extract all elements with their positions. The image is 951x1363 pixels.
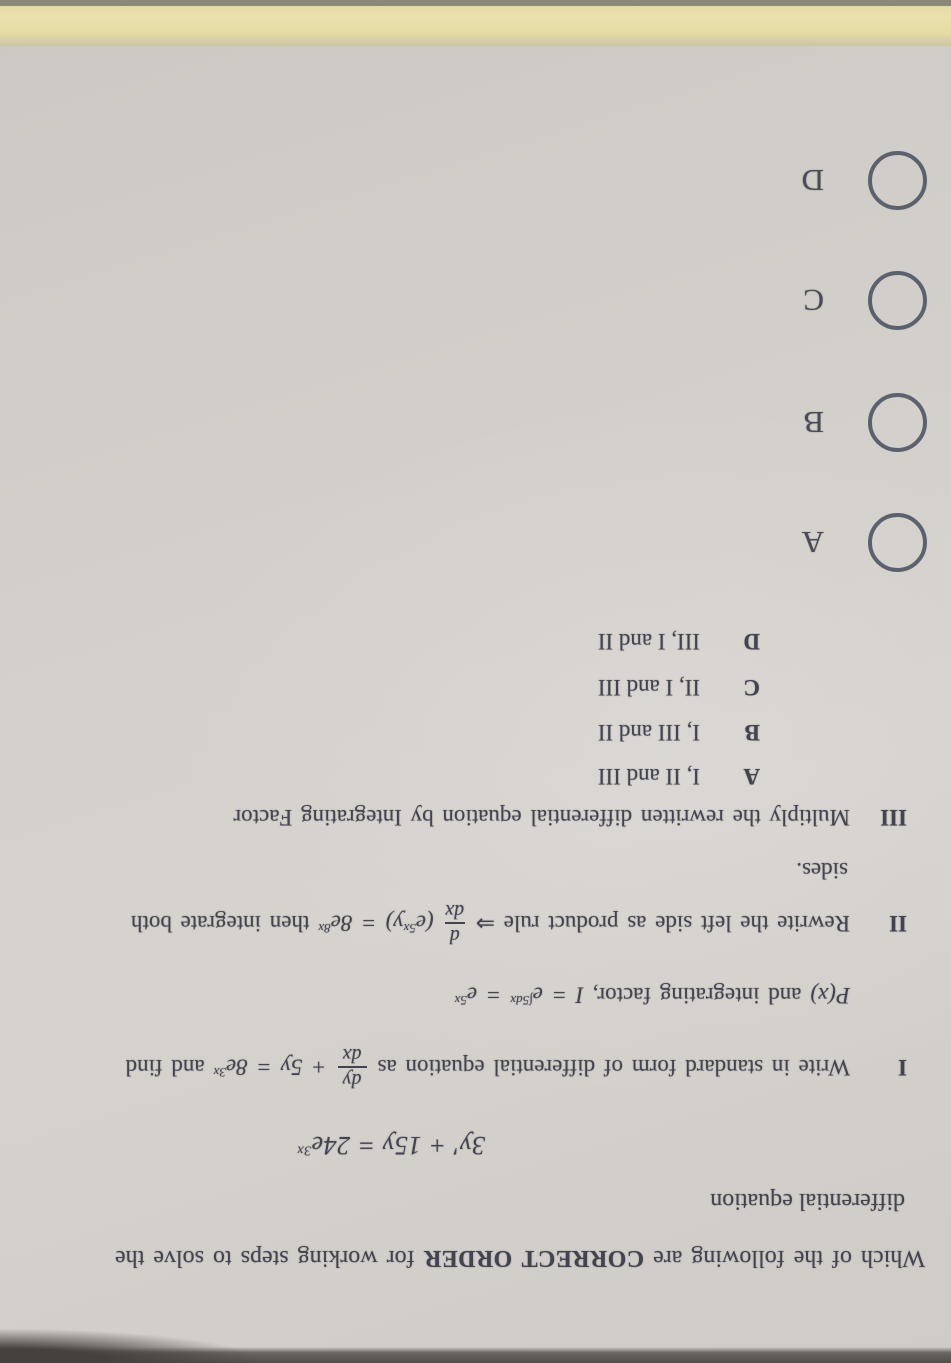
radio-label-C[interactable]: C	[803, 283, 824, 319]
statement-I-formula: + $5y = 8e^{3x}$	[213, 1054, 327, 1081]
statement-I-continuation: P(x) and integrating factor, $I = e^{\int 5dx}$ = $e^{5x}$	[454, 982, 850, 1008]
option-C-label: C	[743, 675, 760, 700]
statement-II-continuation: sides.	[796, 858, 848, 883]
question-text-line2: differential equation	[710, 1188, 905, 1214]
page-edge-tan-band	[0, 6, 951, 46]
option-B	[598, 719, 760, 745]
p-of-x: P(x)	[810, 982, 850, 1008]
answer-row-B	[803, 393, 927, 452]
statement-II-text-after: then integrate both	[130, 911, 310, 936]
option-D-label: D	[743, 629, 760, 654]
question-text	[19, 1244, 925, 1271]
statement-III-label: III	[880, 805, 907, 830]
fraction-d-dx: d dx	[445, 900, 465, 947]
question-suffix: for working steps to solve the	[115, 1245, 424, 1271]
question-emphasis: CORRECT ORDER	[423, 1245, 645, 1271]
equation-exponent: 3x	[296, 1142, 312, 1158]
statement-II-rhs: = $8e^{8x}$	[318, 910, 377, 937]
statement-I	[16, 1044, 907, 1090]
radio-button-C[interactable]	[868, 271, 927, 330]
radio-label-B[interactable]: B	[803, 405, 824, 441]
option-C	[598, 674, 760, 700]
answer-row-C	[803, 271, 927, 330]
question-prefix: Which of the following are	[644, 1245, 925, 1271]
option-A-text: I, II and III	[597, 764, 700, 789]
radio-button-D[interactable]	[868, 151, 927, 210]
option-A-label: A	[743, 764, 760, 789]
statement-II	[16, 900, 907, 946]
integrating-factor-formula: $I = e^{\int 5dx}$	[510, 982, 584, 1008]
radio-label-D[interactable]: D	[801, 163, 824, 199]
option-B-text: I, III and II	[597, 720, 700, 745]
radio-button-B[interactable]	[868, 393, 927, 452]
differential-equation: $3y' + 15y = 24e^{3x}$	[296, 1131, 485, 1160]
statement-III-text: Multiply the rewritten differential equation by Integrating Factor	[233, 805, 850, 830]
statement-I-label: I	[898, 1055, 907, 1080]
answer-row-A	[802, 513, 927, 572]
answer-row-D	[802, 151, 927, 210]
option-D-text: III, I and II	[597, 629, 700, 654]
page-edge-line	[0, 0, 951, 6]
option-A	[598, 763, 760, 789]
photo-corner-shadow	[0, 1329, 260, 1363]
option-D	[598, 628, 760, 654]
statement-I-text: Write in standard form of differential equation as	[377, 1055, 850, 1080]
radio-label-A[interactable]: A	[801, 525, 824, 561]
statement-I-text-after: and find	[125, 1055, 205, 1080]
statement-II-label: II	[889, 911, 907, 936]
option-B-label: B	[744, 720, 760, 745]
statement-III	[16, 804, 907, 830]
option-C-text: II, I and III	[597, 675, 700, 700]
statement-II-text: Rewrite the left side as product rule ⇒	[475, 911, 850, 936]
statement-II-product: $(e^{5x}y)$	[385, 910, 434, 937]
radio-button-A[interactable]	[868, 513, 927, 572]
fraction-dy-dx: dy dx	[338, 1044, 367, 1090]
